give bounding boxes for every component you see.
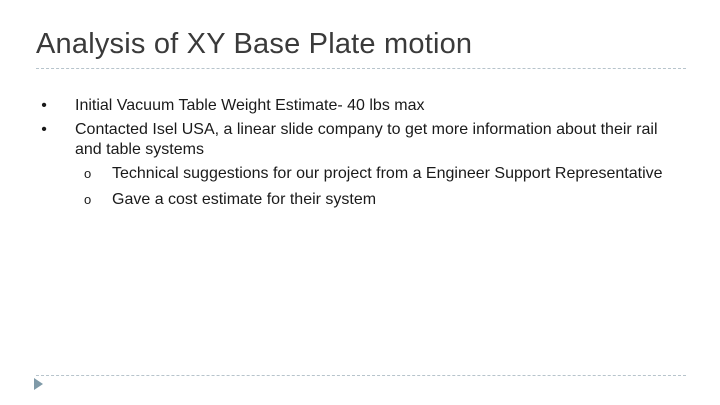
sub-bullet-item <box>38 164 688 184</box>
circle-bullet-icon: o <box>84 192 92 207</box>
footer-divider <box>36 375 686 376</box>
sub-bullet-text: Gave a cost estimate for their system <box>112 191 377 208</box>
sub-bullet-item <box>38 190 688 210</box>
bullet-icon: • <box>41 97 47 114</box>
bullet-item <box>38 96 688 116</box>
slide-title: Analysis of XY Base Plate motion <box>36 28 473 60</box>
circle-bullet-icon: o <box>84 166 92 181</box>
bullet-item <box>38 120 688 160</box>
bullet-text: Contacted Isel USA, a linear slide company to get more information about their rail and table systems <box>75 121 658 158</box>
sub-bullet-text: Technical suggestions for our project from a Engineer Support Representative <box>112 165 663 182</box>
sub-bullet-list <box>38 164 688 210</box>
title-divider <box>36 68 686 69</box>
triangle-right-icon <box>34 378 43 390</box>
bullet-text: Initial Vacuum Table Weight Estimate- 40 lbs max <box>75 97 425 114</box>
bullet-icon: • <box>41 121 47 138</box>
slide-body <box>38 96 688 216</box>
